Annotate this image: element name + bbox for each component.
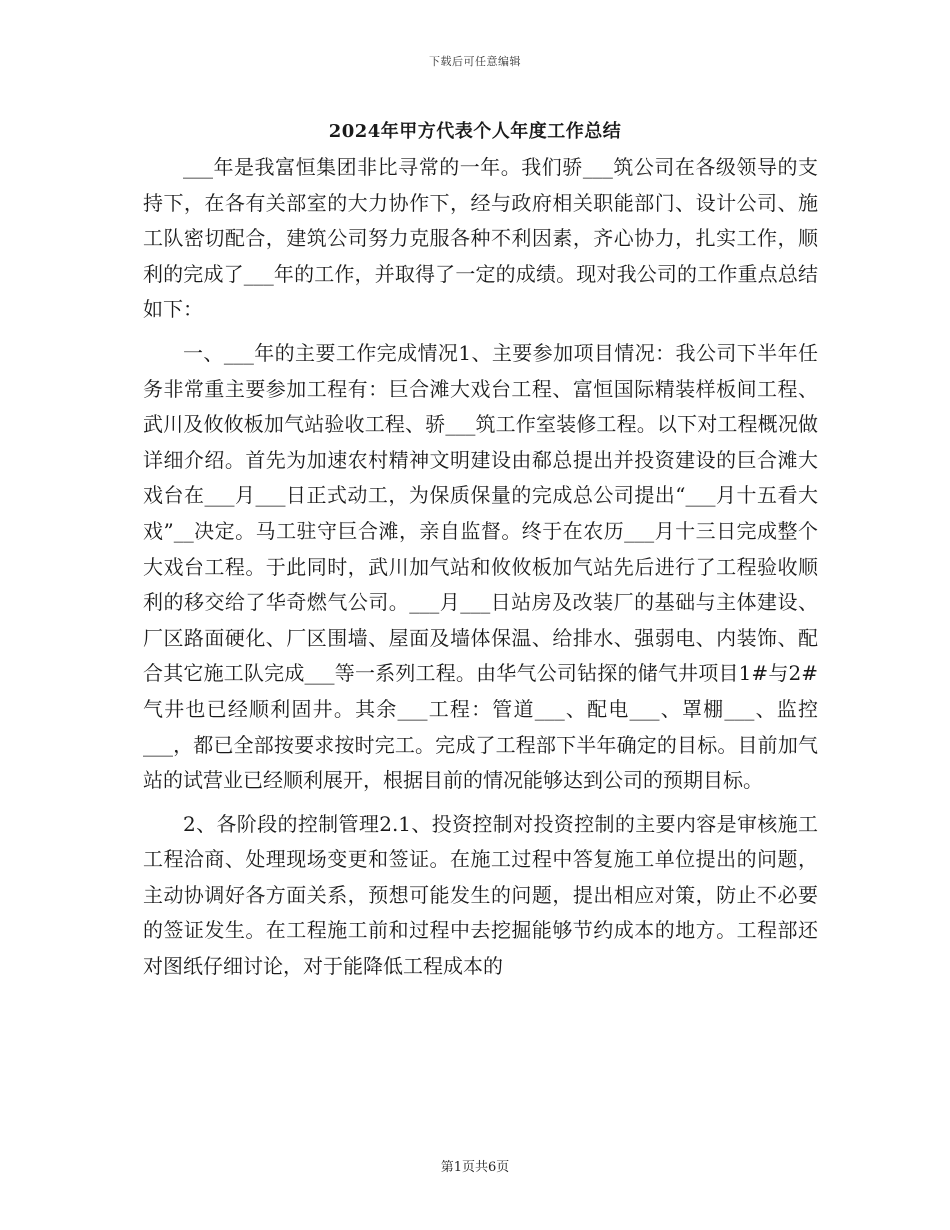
paragraph-intro: ___年是我富恒集团非比寻常的一年。我们骄___筑公司在各级领导的支持下，在各有关部室的大力协作下，经与政府相关职能部门、设计公司、施工队密切配合，建筑公司努力克服各种不利因素，齐心协力，扎实工作，顺利的完成了___年的工作，并取得了一定的成绩。现对我公司的工作重点总结如下： [143,155,818,322]
paragraph-section-2: 2、各阶段的控制管理2.1、投资控制对投资控制的主要内容是审核施工工程洽商、处理现场变更和签证。在施工过程中答复施工单位提出的问题，主动协调好各方面关系，预想可能发生的问题，提出相应对策，防止不必要的签证发生。在工程施工前和过程中去挖掘能够节约成本的地方。工程部还对图纸仔细讨论，对于能降低工程成本的 [143,811,818,979]
document-title: 2024年甲方代表个人年度工作总结 [328,121,622,142]
page-number: 第1页共6页 [440,1160,510,1175]
header-note: 下载后可任意编辑 [429,55,521,68]
paragraph-section-1: 一、___年的主要工作完成情况1、主要参加项目情况：我公司下半年任务非常重主要参加工程有：巨合滩大戏台工程、富恒国际精装样板间工程、武川及攸攸板加气站验收工程、骄___筑工作室装修工程。以下对工程概况做详细介绍。首先为加速农村精神文明建设由郗总提出并投资建设的巨合滩大戏台在___月___日正式动工，为保质保量的完成总公司提出“___月十五看大戏”__决定。马工驻守巨合滩，亲自监督。终于在农历___月十三日完成整个大戏台工程。于此同时，武川加气站和攸攸板加气站先后进行了工程验收顺利的移交给了华奇燃气公司。___月___日站房及改装厂的基础与主体建设、厂区路面硬化、厂区围墙、屋面及墙体保温、给排水、强弱电、内装饰、配合其它施工队完成___等一系列工程。由华气公司钻探的储气井项目1#与2#气井也已经顺利固井。其余___工程：管道___、配电___、罩棚___、监控___，都已全部按要求按时完工。完成了工程部下半年确定的目标。目前加气站的试营业已经顺利展开，根据目前的情况能够达到公司的预期目标。 [143,340,818,793]
document-body [143,150,818,985]
